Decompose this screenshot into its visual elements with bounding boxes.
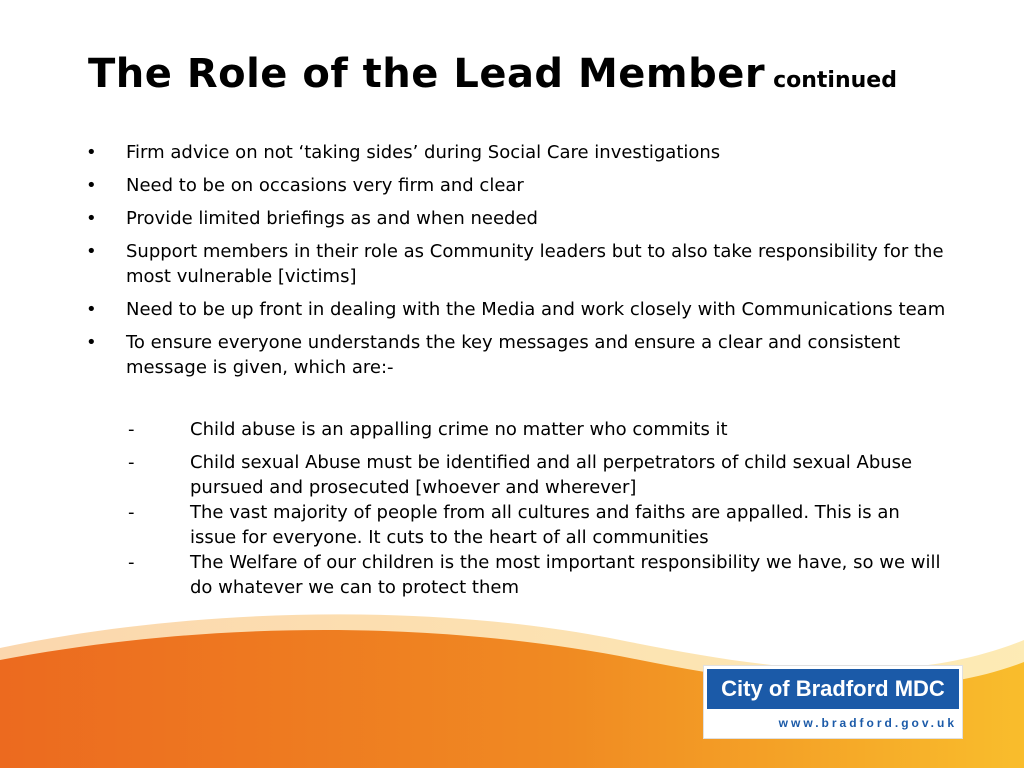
bullet-text: To ensure everyone understands the key messages and ensure a clear and consistent message is given, which are:- xyxy=(126,332,901,378)
logo-url: www.bradford.gov.uk xyxy=(778,716,957,730)
bullet-marker: • xyxy=(86,175,97,196)
page-title xyxy=(88,50,897,105)
sub-item xyxy=(126,500,946,550)
bullet-marker: • xyxy=(86,332,97,353)
bullet-text: Firm advice on not ‘taking sides’ during Social Care investigations xyxy=(126,142,721,163)
sub-item xyxy=(126,450,946,500)
bullet-marker: • xyxy=(86,208,97,229)
dash-marker: - xyxy=(128,452,135,473)
dash-marker: - xyxy=(128,552,135,573)
logo-name: City of Bradford MDC xyxy=(707,669,959,709)
bullet-text: Provide limited briefings as and when needed xyxy=(126,208,538,229)
bullet-marker: • xyxy=(86,241,97,262)
bullet-item xyxy=(86,206,946,231)
sub-item-text: Child abuse is an appalling crime no matter who commits it xyxy=(190,419,728,440)
bullet-text: Support members in their role as Community leaders but to also take responsibility for the most vulnerable [victims] xyxy=(126,241,944,287)
bullet-item xyxy=(86,297,946,322)
bullet-marker: • xyxy=(86,142,97,163)
title-main: The Role of the Lead Member xyxy=(88,51,766,97)
bullet-item xyxy=(86,239,946,289)
bullet-list xyxy=(86,140,946,388)
title-suffix: continued xyxy=(773,68,897,93)
sub-item-text: Child sexual Abuse must be identified and all perpetrators of child sexual Abuse pursued and prosecuted [whoever and wherever] xyxy=(190,452,913,498)
sub-item xyxy=(126,550,946,600)
bullet-item xyxy=(86,140,946,165)
sub-item-list xyxy=(126,417,946,600)
dash-marker: - xyxy=(128,419,135,440)
bullet-item xyxy=(86,173,946,198)
bullet-item xyxy=(86,330,946,380)
sub-item-text: The vast majority of people from all cultures and faiths are appalled. This is an issue for everyone. It cuts to the heart of all communities xyxy=(190,502,900,548)
bullet-text: Need to be on occasions very firm and clear xyxy=(126,175,524,196)
dash-marker: - xyxy=(128,502,135,523)
sub-item-text: The Welfare of our children is the most important responsibility we have, so we will do whatever we can to protect them xyxy=(190,552,941,598)
bullet-text: Need to be up front in dealing with the Media and work closely with Communications team xyxy=(126,299,946,320)
bullet-marker: • xyxy=(86,299,97,320)
sub-item xyxy=(126,417,946,442)
bradford-logo xyxy=(704,666,962,738)
